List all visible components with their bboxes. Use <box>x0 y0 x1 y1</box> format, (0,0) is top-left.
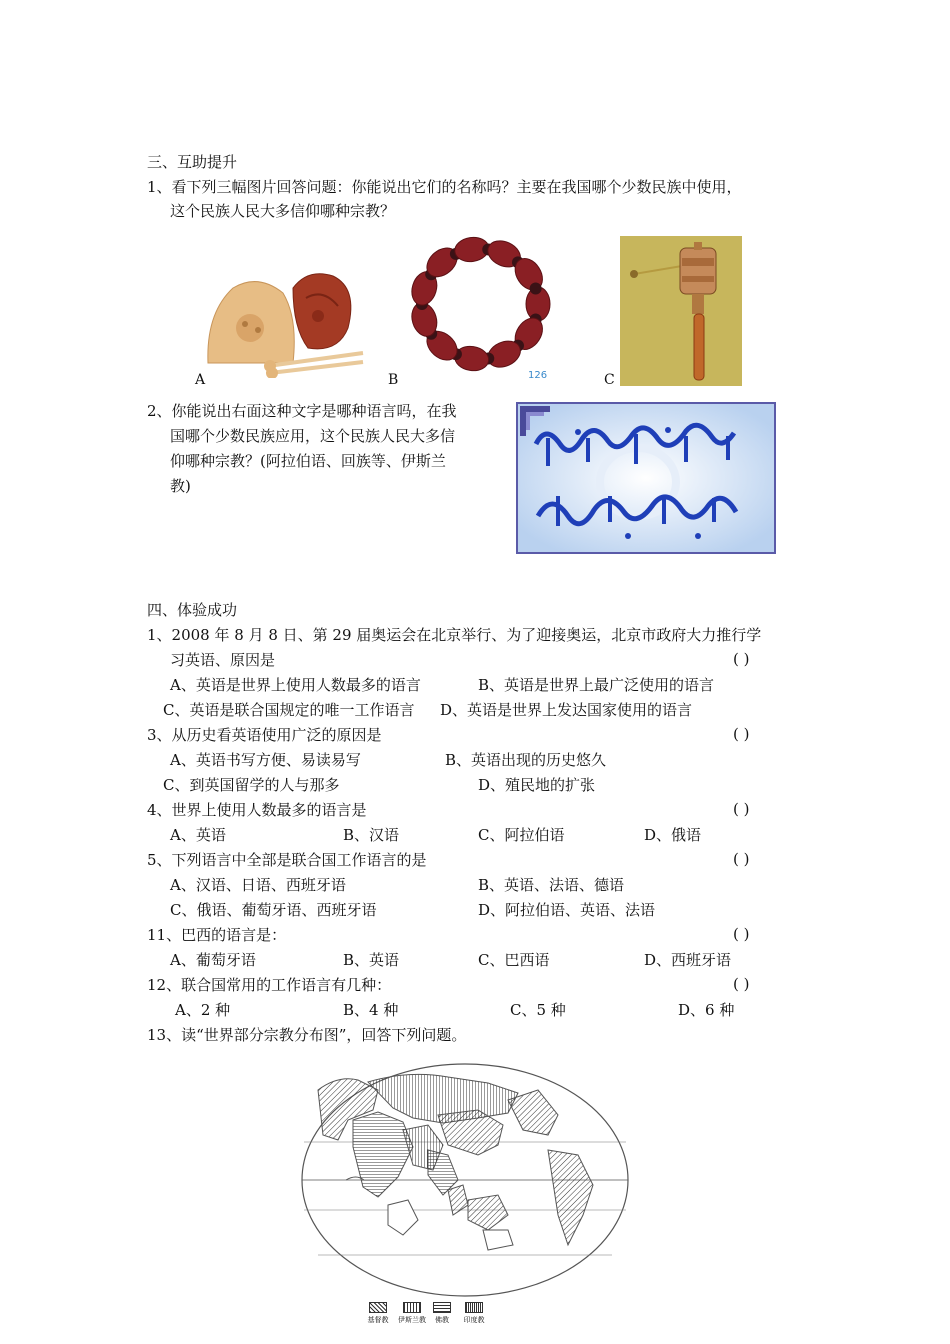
s4-q12-option-c: C、5 种 <box>510 1001 566 1019</box>
prayer-wheel-image <box>620 236 742 386</box>
s4-q5-option-b: B、英语、法语、德语 <box>478 876 625 894</box>
world-religion-map <box>298 1060 632 1300</box>
s4-q5-option-a: A、汉语、日语、西班牙语 <box>170 876 346 894</box>
wooden-fish-image <box>198 258 368 378</box>
arabic-calligraphy-image <box>516 402 776 554</box>
answer-blank-q11[interactable]: ( ) <box>733 925 750 943</box>
s4-q4-option-c: C、阿拉伯语 <box>478 826 565 844</box>
image-label-c: C <box>604 372 615 388</box>
s4-q12-option-b: B、4 种 <box>343 1001 399 1019</box>
s4-q3-option-a: A、英语书写方便、易读易写 <box>170 751 361 769</box>
s4-q3-option-d: D、殖民地的扩张 <box>478 776 596 794</box>
s4-q5-option-c: C、俄语、葡萄牙语、西班牙语 <box>170 901 377 919</box>
legend-islam: 伊斯兰教 <box>398 1302 426 1325</box>
s4-question-1-line1: 1、2008 年 8 月 8 日、第 29 届奥运会在北京举行、为了迎接奥运，北京市政府大力推行学 <box>147 626 762 644</box>
image-label-a: A <box>195 372 206 388</box>
question-2-line2: 国哪个少数民族应用，这个民族人民大多信 <box>170 427 456 445</box>
small-bead <box>530 282 542 294</box>
answer-blank-q1[interactable]: ( ) <box>733 650 750 668</box>
question-1-stem-line1: 1、看下列三幅图片回答问题：你能说出它们的名称吗？主要在我国哪个少数民族中使用， <box>147 178 742 196</box>
s4-q4-option-d: D、俄语 <box>644 826 702 844</box>
legend-hinduism: 印度教 <box>462 1302 486 1325</box>
question-2-line1: 2、你能说出右面这种文字是哪种语言吗，在我 <box>147 402 457 420</box>
s4-q11-option-c: C、巴西语 <box>478 951 550 969</box>
section-four-heading: 四、体验成功 <box>147 601 238 619</box>
question-2-line3: 仰哪种宗教？(阿拉伯语、回族等、伊斯兰 <box>170 452 446 470</box>
s4-q1-option-b: B、英语是世界上最广泛使用的语言 <box>478 676 715 694</box>
s4-question-1-line2: 习英语、原因是 <box>170 651 276 669</box>
s4-q11-option-b: B、英语 <box>343 951 400 969</box>
question-1-stem-line2: 这个民族人民大多信仰哪种宗教？ <box>170 202 396 220</box>
s4-q3-option-b: B、英语出现的历史悠久 <box>445 751 607 769</box>
s4-q5-option-d: D、阿拉伯语、英语、法语 <box>478 901 656 919</box>
s4-q11-option-d: D、西班牙语 <box>644 951 732 969</box>
s4-q1-option-d: D、英语是世界上发达国家使用的语言 <box>440 701 693 719</box>
s4-q3-option-c: C、到英国留学的人与那多 <box>163 776 340 794</box>
s4-q4-option-b: B、汉语 <box>343 826 400 844</box>
question-2-line4: 教) <box>170 477 191 495</box>
answer-blank-q3[interactable]: ( ) <box>733 725 750 743</box>
s4-q12-option-a: A、2 种 <box>175 1001 231 1019</box>
s4-question-4-stem: 4、世界上使用人数最多的语言是 <box>147 801 367 819</box>
s4-question-11-stem: 11、巴西的语言是： <box>147 926 287 944</box>
s4-question-3-stem: 3、从历史看英语使用广泛的原因是 <box>147 726 382 744</box>
answer-blank-q12[interactable]: ( ) <box>733 975 750 993</box>
s4-question-13-stem: 13、读“世界部分宗教分布图”，回答下列问题。 <box>147 1026 467 1044</box>
section-three-heading: 三、互助提升 <box>147 153 238 171</box>
s4-q1-option-c: C、英语是联合国规定的唯一工作语言 <box>163 701 415 719</box>
answer-blank-q5[interactable]: ( ) <box>733 850 750 868</box>
s4-q1-option-a: A、英语是世界上使用人数最多的语言 <box>170 676 421 694</box>
s4-q12-option-d: D、6 种 <box>678 1001 735 1019</box>
prayer-beads-image <box>396 224 564 386</box>
image-label-b: B <box>388 372 399 388</box>
s4-q11-option-a: A、葡萄牙语 <box>170 951 256 969</box>
s4-question-12-stem: 12、联合国常用的工作语言有几种： <box>147 976 392 994</box>
legend-christianity: 基督教 <box>366 1302 390 1325</box>
s4-q4-option-a: A、英语 <box>170 826 226 844</box>
answer-blank-q4[interactable]: ( ) <box>733 800 750 818</box>
image-watermark: 126 <box>528 370 548 381</box>
s4-question-5-stem: 5、下列语言中全部是联合国工作语言的是 <box>147 851 427 869</box>
legend-buddhism: 佛教 <box>432 1302 452 1325</box>
